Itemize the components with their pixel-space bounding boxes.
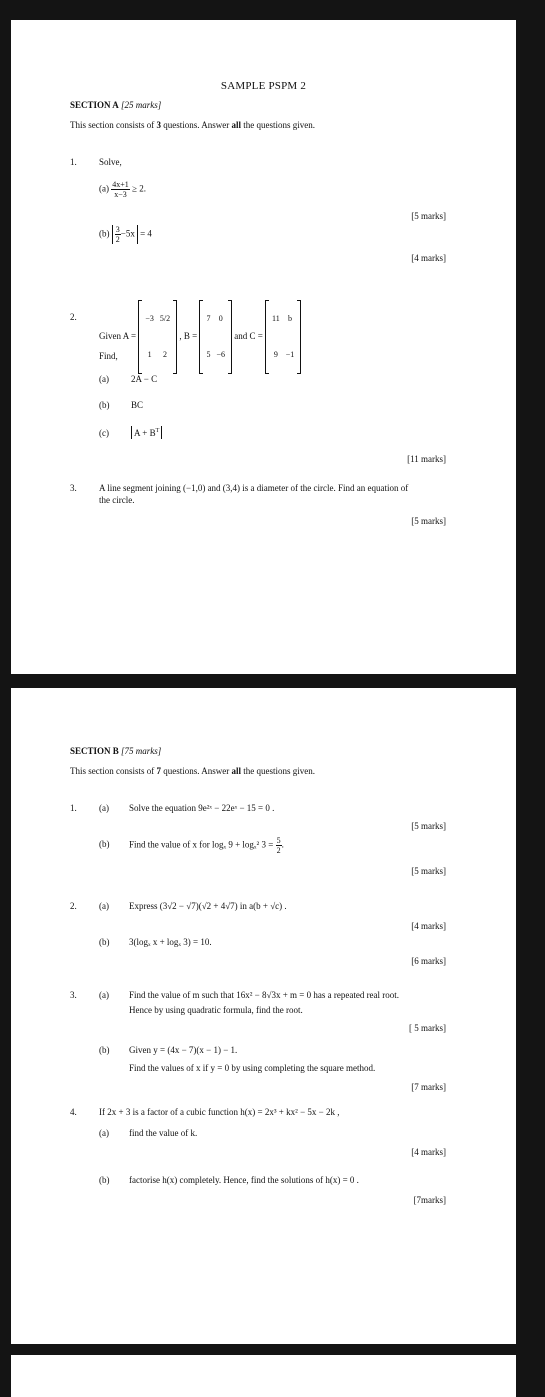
matrix-c: 11 b 9 −1 bbox=[265, 300, 301, 374]
question-2-find: Find, bbox=[99, 351, 118, 361]
b-question-3a-text1: Find the value of m such that 16x² − 8√3x + m = 0 has a repeated real root. bbox=[129, 990, 400, 1000]
b-question-4a-marks: [4 marks] bbox=[411, 1147, 446, 1157]
question-2c-label: (c) bbox=[99, 428, 109, 438]
b-question-3-number: 3. bbox=[70, 990, 77, 1000]
fraction: $\frac{4x+1}{x-3}$ bbox=[112, 180, 129, 199]
question-3-line1: A line segment joining (−1,0) and (3,4) is a diameter of the circle. Find an equation of bbox=[99, 483, 409, 493]
question-3-marks: [5 marks] bbox=[411, 516, 446, 526]
b-question-2a-marks: [4 marks] bbox=[411, 921, 446, 931]
question-1a-marks: [5 marks] bbox=[411, 211, 446, 221]
b-question-4-number: 4. bbox=[70, 1107, 77, 1117]
b-question-1a-marks: [5 marks] bbox=[411, 821, 446, 831]
b-question-2-number: 2. bbox=[70, 901, 77, 911]
matrix-b: 7 0 5 −6 bbox=[199, 300, 232, 374]
question-2-marks: [11 marks] bbox=[407, 454, 446, 464]
matrix-a: −3 5/2 1 2 bbox=[138, 300, 177, 374]
b-question-2b-text: 3(logₓ x + logₓ 3) = 10. bbox=[129, 937, 212, 947]
question-1a: (a) $\frac{4x+1}{x-3}$ ≥ 2. bbox=[99, 180, 146, 199]
question-2-number: 2. bbox=[70, 312, 77, 322]
b-question-3a-text2: Hence by using quadratic formula, find the root. bbox=[129, 1005, 303, 1015]
b-question-3b-text2: Find the values of x if y = 0 by using completing the square method. bbox=[129, 1063, 376, 1073]
question-3-line2: the circle. bbox=[99, 495, 135, 505]
question-2-given: Given A = −3 5/2 1 2 , B = 7 0 5 −6 and C = 11 b 9 −1 bbox=[99, 300, 301, 334]
question-2b-label: (b) bbox=[99, 400, 110, 410]
b-question-4b-label: (b) bbox=[99, 1175, 110, 1185]
absolute-value: $\frac{3}{2}$ −5x bbox=[112, 225, 138, 244]
b-question-4a-label: (a) bbox=[99, 1128, 109, 1138]
question-3-number: 3. bbox=[70, 483, 77, 493]
page-3 bbox=[11, 1355, 516, 1397]
question-2a-label: (a) bbox=[99, 374, 109, 384]
b-question-4a-text: find the value of k. bbox=[129, 1128, 198, 1138]
b-question-4-text: If 2x + 3 is a factor of a cubic function h(x) = 2x³ + kx² − 5x − 2k , bbox=[99, 1107, 340, 1117]
b-question-2b-marks: [6 marks] bbox=[411, 956, 446, 966]
question-1b-marks: [4 marks] bbox=[411, 253, 446, 263]
b-question-2b-label: (b) bbox=[99, 937, 110, 947]
b-question-1b-marks: [5 marks] bbox=[411, 866, 446, 876]
page-title: SAMPLE PSPM 2 bbox=[220, 80, 307, 92]
b-question-4b-marks: [7marks] bbox=[413, 1195, 446, 1205]
page-1 bbox=[11, 20, 516, 674]
b-question-1-number: 1. bbox=[70, 803, 77, 813]
b-question-4b-text: factorise h(x) completely. Hence, find the solutions of h(x) = 0 . bbox=[129, 1175, 359, 1185]
question-2c-text: $A + B^T$ bbox=[131, 426, 162, 439]
b-question-1b-label: (b) bbox=[99, 839, 110, 849]
b-question-3b-text1: Given y = (4x − 7)(x − 1) − 1. bbox=[129, 1045, 238, 1055]
section-a-instruction: This section consists of 3 questions. Answer all the questions given. bbox=[70, 120, 316, 130]
b-question-3b-marks: [7 marks] bbox=[411, 1082, 446, 1092]
b-question-1a-label: (a) bbox=[99, 803, 109, 813]
question-1b: (b) $\frac{3}{2}$ −5x = 4 bbox=[99, 225, 152, 244]
b-question-3a-label: (a) bbox=[99, 990, 109, 1000]
section-b-instruction: This section consists of 7 questions. Answer all the questions given. bbox=[70, 766, 316, 776]
b-question-3b-label: (b) bbox=[99, 1045, 110, 1055]
b-question-2a-label: (a) bbox=[99, 901, 109, 911]
section-a-heading: SECTION A [25 marks] bbox=[70, 100, 162, 110]
b-question-1a-text: Solve the equation 9e²ˣ − 22eˣ − 15 = 0 . bbox=[129, 803, 275, 813]
question-2b-text: BC bbox=[131, 400, 144, 410]
question-1-number: 1. bbox=[70, 157, 77, 167]
b-question-2a-text: Express (3√2 − √7)(√2 + 4√7) in a(b + √c) . bbox=[129, 901, 287, 911]
question-2a-text: 2A − C bbox=[131, 374, 158, 384]
page-2 bbox=[11, 688, 516, 1344]
b-question-1b-text: Find the value of x for logₓ 9 + logₓ² 3 = $\frac{5}{2}$ . bbox=[129, 836, 284, 855]
section-b-heading: SECTION B [75 marks] bbox=[70, 746, 162, 756]
b-question-3a-marks: [ 5 marks] bbox=[409, 1023, 446, 1033]
question-1-text: Solve, bbox=[99, 157, 122, 167]
